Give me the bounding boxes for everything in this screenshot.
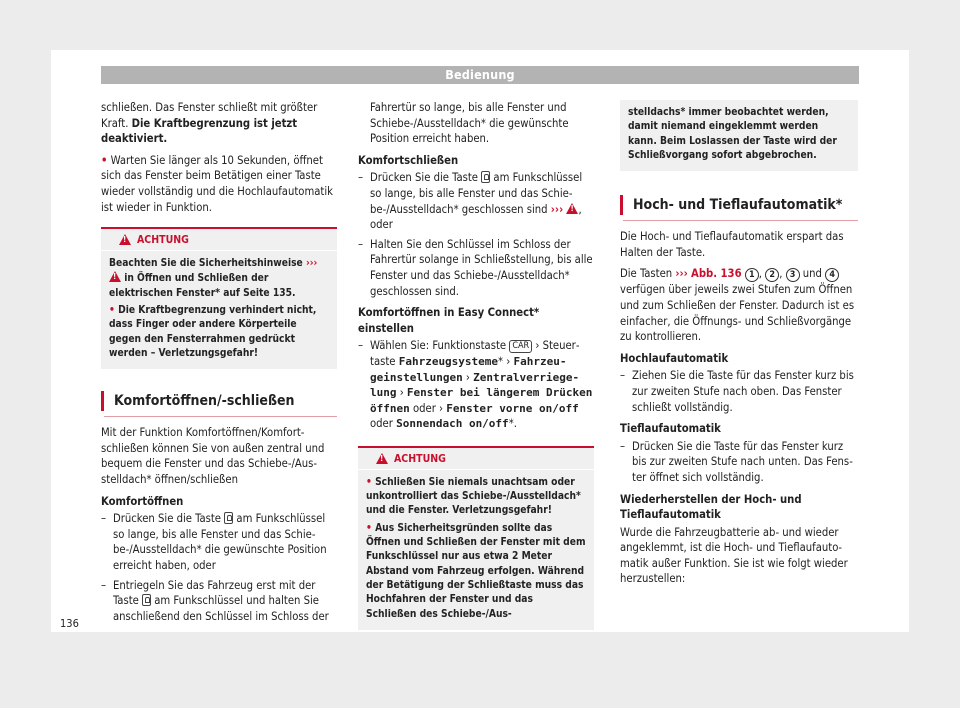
callout-3-icon: 3 [786, 268, 800, 282]
warning-body: Beachten Sie die Sicherheitshinweise ››› ! in Öffnen und Schließen der elektrischen Fenster* auf Seite 135. • Die Kraftbegrenzung verhindert nicht, dass Finger oder andere Körperteile gegen den Fensterrahmen gedrückt werden – Verletzungsgefahr! [101, 251, 337, 369]
warning-box [358, 446, 594, 630]
unlock-key-icon [142, 594, 151, 606]
reference-arrows-icon: ››› [305, 258, 318, 270]
figure-reference-link[interactable]: Abb. 136 [691, 267, 742, 281]
warning-body: • Schließen Sie niemals unachtsam oder unkontrolliert das Schiebe-/Ausstelldach* und die Fenster. Verletzungsgefahr! • Aus Sicherheitsgründen sollte das Öffnen und Schließen der Fenster mit dem Funkschlüssel nur aus etwa 2 Meter Abstand vom Fahrzeug erfolgen. Während der Betätigung der Schließtaste muss das Hochfahren der Fenster und das Schließen des Schiebe-/Aus- [366, 476, 586, 620]
page-number: 136 [60, 617, 79, 630]
subheading: Wiederherstellen der Hoch- und Tieflaufautomatik [620, 492, 802, 522]
warning-triangle-icon [109, 271, 121, 282]
list-item: – Drücken Sie die Taste für das Fenster kurz bis zur zweiten Stufe nach unten. Das Fenster öffnet sich vollständig. [620, 439, 858, 486]
paragraph: Die Hoch- und Tieflaufautomatik erspart das Halten der Taste. [620, 230, 844, 259]
warning-header: ! ACHTUNG [358, 448, 594, 470]
subheading: Komfortöffnen [101, 494, 184, 508]
list-item: – Drücken Sie die Taste am Funkschlüssel so lange, bis alle Fenster und das Schiebe-/Ausstelldach* geschlossen sind ››› ! , oder [358, 170, 594, 232]
warning-box-continued [620, 100, 858, 171]
section-title: Hoch- und Tieflaufautomatik* [620, 195, 858, 215]
section-title: Komfortöffnen/-schließen [101, 391, 337, 411]
paragraph: Wurde die Fahrzeugbatterie ab- und wieder angeklemmt, ist die Hoch- und Tieflaufautomatik außer Funktion. Sie ist wie folgt wieder herzustellen: [620, 525, 848, 586]
callout-1-icon: 1 [745, 268, 759, 282]
warning-body: stelldachs* immer beobachtet werden, damit niemand eingeklemmt werden kann. Beim Loslassen der Taste wird der Schließvorgang sofort abgebrochen. [628, 107, 837, 161]
lock-key-icon [481, 171, 490, 183]
subheading: Hochlaufautomatik [620, 351, 729, 365]
column-1 [101, 100, 337, 628]
reference-arrows-icon: ››› [675, 267, 688, 281]
paragraph: Mit der Funktion Komfortöffnen/Komfortschließen können Sie von außen zentral und bequem die Fenster und das Schiebe-/Ausstelldach* öffnen/schließen [101, 426, 325, 487]
subheading: Komfortschließen [358, 153, 459, 167]
reference-arrows-icon: ››› [550, 202, 564, 216]
subheading: Tieflaufautomatik [620, 422, 721, 436]
callout-4-icon: 4 [825, 268, 839, 282]
list-item: – Drücken Sie die Taste am Funkschlüssel so lange, bis alle Fenster und das Schiebe-/Ausstelldach* die gewünschte Position erreicht haben, oder [101, 511, 337, 573]
list-item: – Halten Sie den Schlüssel im Schloss der Fahrertür solange in Schließstellung, bis alle Fenster und das Schiebe-/Ausstelldach* geschlossen sind. [358, 237, 594, 299]
callout-2-icon: 2 [765, 268, 779, 282]
column-3 [620, 100, 858, 593]
paragraph: schließen. Das Fenster schließt mit größter Kraft. Die Kraftbegrenzung ist jetzt deaktiviert. [101, 101, 318, 146]
unlock-key-icon [224, 512, 233, 524]
list-item: – Entriegeln Sie das Fahrzeug erst mit der Taste am Funkschlüssel und halten Sie anschließend den Schlüssel im Schloss der [101, 578, 337, 625]
list-item: – Wählen Sie: Funktionstaste CAR › Steuertaste Fahrzeugsysteme* › Fahrzeugeinstellungen › Zentralverriegelung › Fenster bei längerem Drücken öffnen oder › Fenster vorne on/off oder Sonnendach on/off*. [358, 338, 594, 432]
warning-triangle-icon [376, 453, 388, 464]
warning-triangle-icon [119, 234, 131, 245]
subheading: Komfortöffnen in Easy Connect* einstellen [358, 306, 540, 335]
paragraph: Die Tasten ››› Abb. 136 1 , 2 , 3 und 4 verfügen über jeweils zwei Stufen zum Öffnen und zum Schließen der Fenster. Dadurch ist es einfacher, die Öffnungs- und Schließvorgänge zu kontrollieren. [620, 267, 855, 344]
paragraph: Fahrertür so lange, bis alle Fenster und Schiebe-/Ausstelldach* die gewünschte Position erreicht haben. [370, 101, 569, 146]
page-header: Bedienung [101, 66, 859, 84]
list-item: – Ziehen Sie die Taste für das Fenster kurz bis zur zweiten Stufe nach oben. Das Fenster schließt vollständig. [620, 368, 858, 415]
column-2 [358, 100, 594, 638]
warning-header: ! ACHTUNG [101, 229, 337, 251]
warning-box [101, 227, 337, 369]
car-key-icon: CAR [509, 340, 532, 353]
warning-triangle-icon [566, 203, 578, 214]
bullet-paragraph: • Warten Sie länger als 10 Sekunden, öffnet sich das Fenster beim Betätigen einer Taste wieder vollständig und die Hochlaufautomatik ist wieder in Funktion. [101, 153, 333, 214]
